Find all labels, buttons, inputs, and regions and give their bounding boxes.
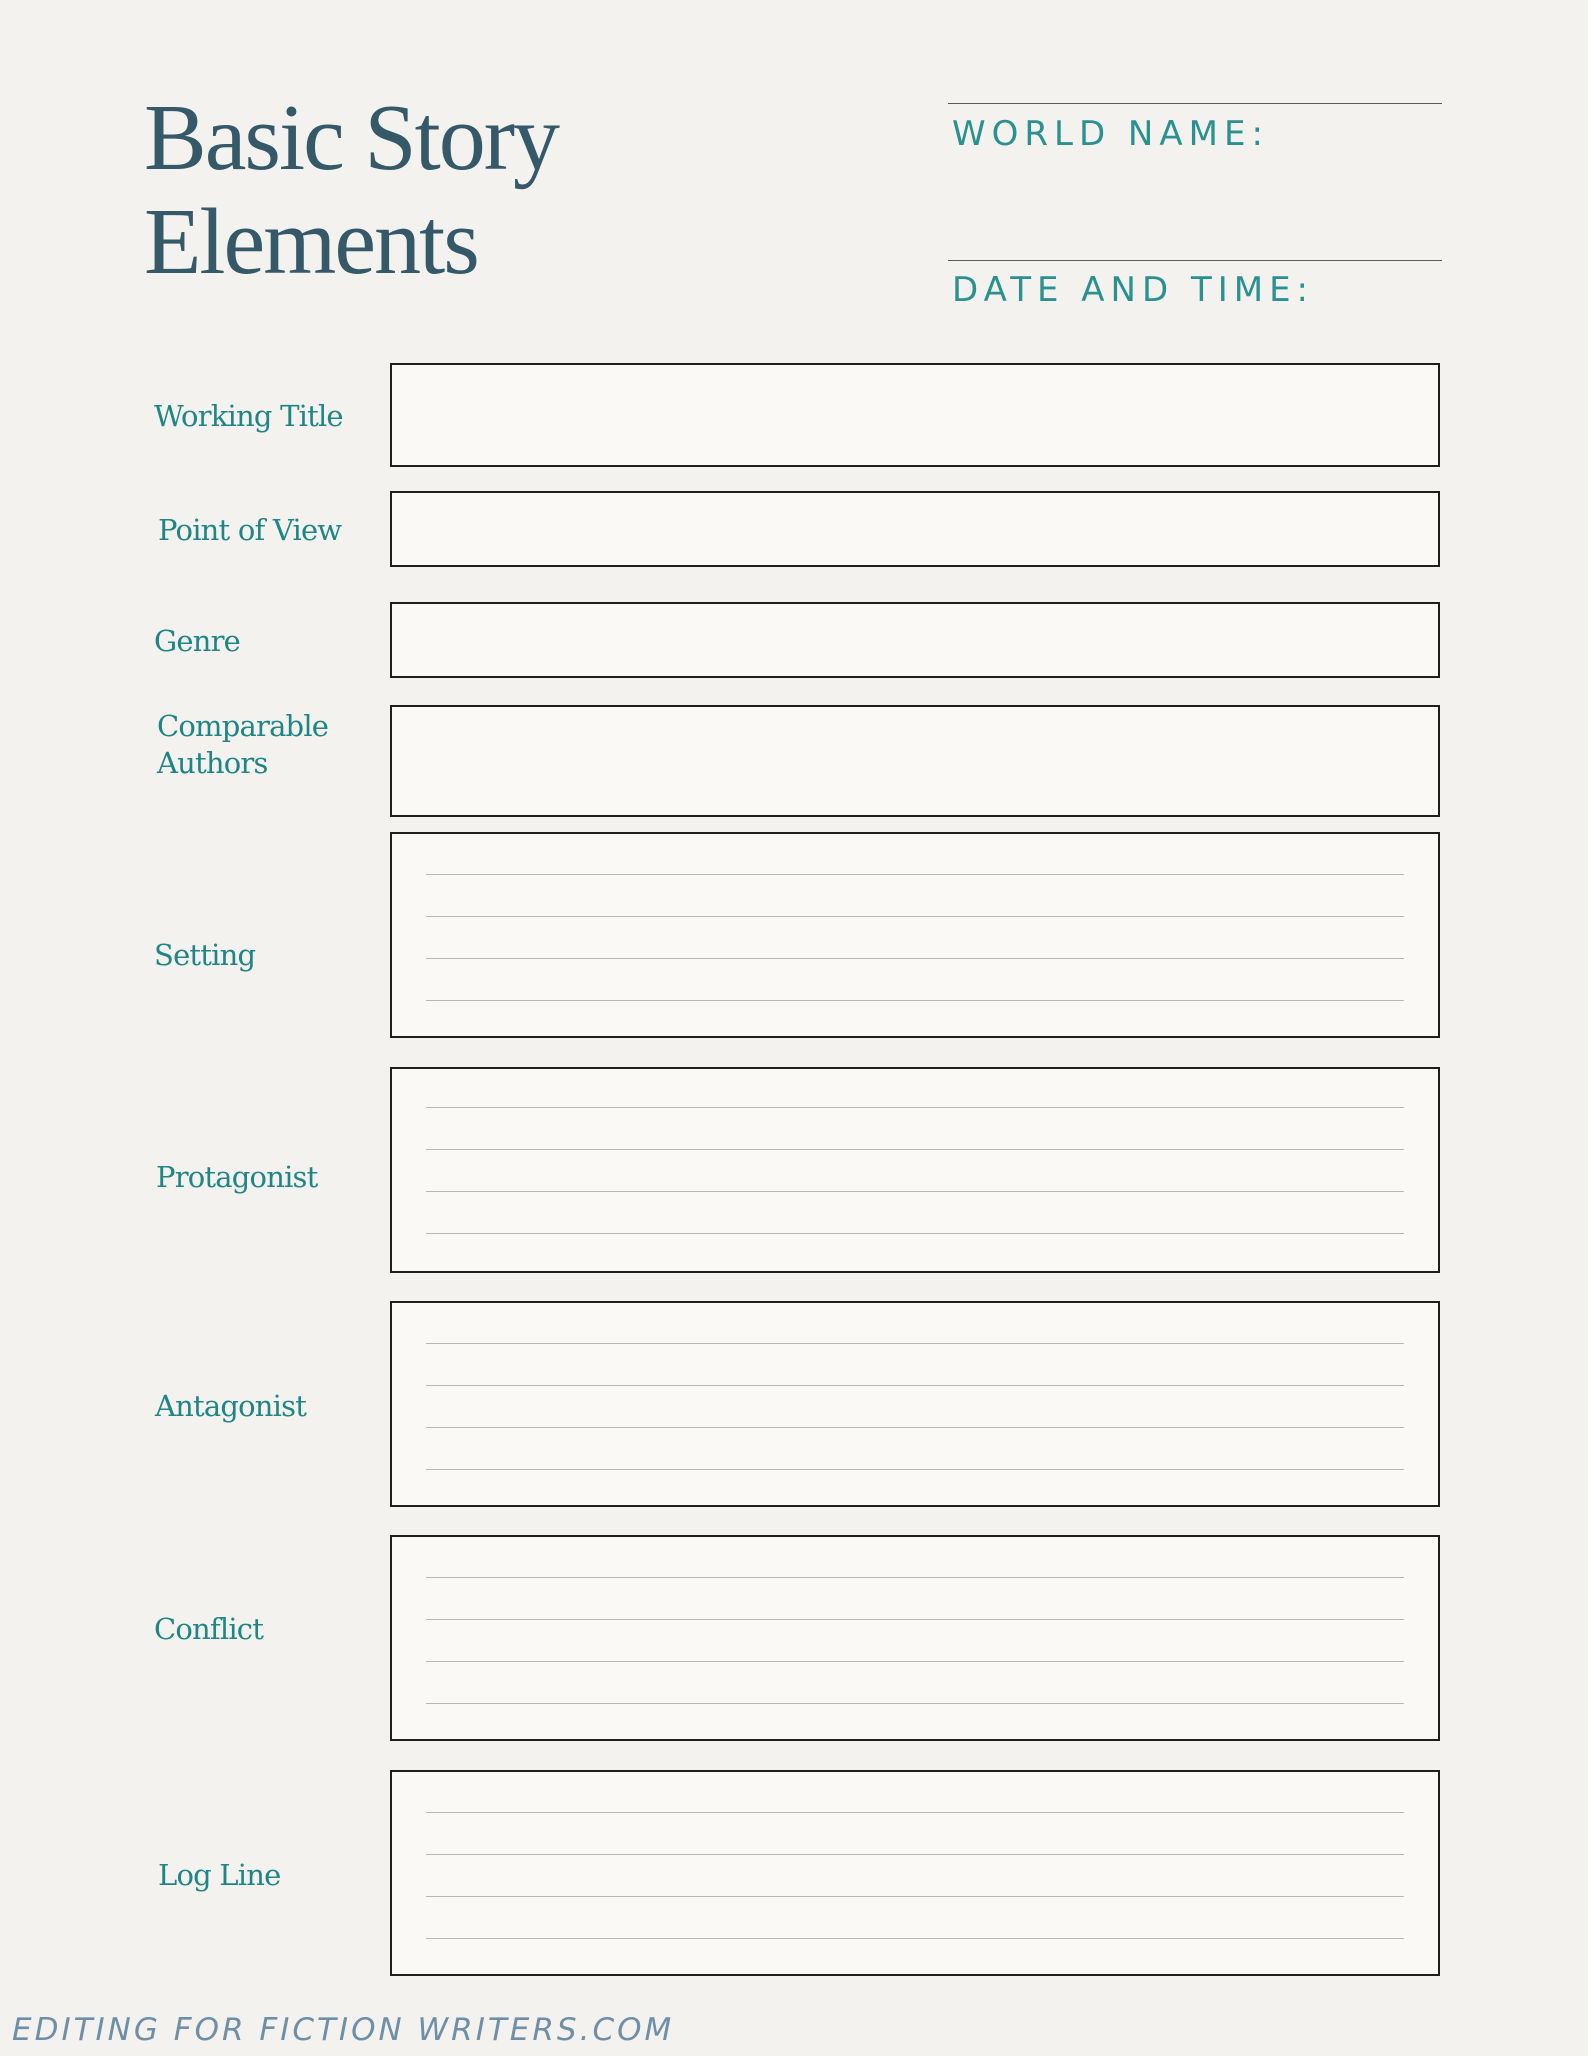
world-name-line xyxy=(948,103,1442,104)
comparable-authors-box[interactable] xyxy=(390,705,1440,817)
writing-line xyxy=(426,1619,1404,1620)
writing-line xyxy=(426,1896,1404,1897)
comparable-authors-label-line-2: Authors xyxy=(157,746,268,780)
conflict-box[interactable] xyxy=(390,1535,1440,1741)
page-title xyxy=(144,86,558,294)
date-time-label: DATE AND TIME: xyxy=(952,270,1315,310)
page-title-line-1: Basic Story xyxy=(144,86,559,190)
working-title-label: Working Title xyxy=(154,399,343,433)
point-of-view-box[interactable] xyxy=(390,491,1440,567)
comparable-authors-label xyxy=(157,708,377,782)
genre-label: Genre xyxy=(154,624,241,658)
footer-website: EDITING FOR FICTION WRITERS.COM xyxy=(12,2012,675,2048)
date-time-line xyxy=(948,260,1442,261)
writing-line xyxy=(426,1385,1404,1386)
writing-line xyxy=(426,874,1404,875)
writing-line xyxy=(426,1000,1404,1001)
antagonist-label: Antagonist xyxy=(155,1389,307,1423)
writing-line xyxy=(426,1854,1404,1855)
setting-label: Setting xyxy=(154,938,256,972)
writing-line xyxy=(426,1191,1404,1192)
writing-line xyxy=(426,916,1404,917)
setting-box[interactable] xyxy=(390,832,1440,1038)
writing-line xyxy=(426,1149,1404,1150)
working-title-box[interactable] xyxy=(390,363,1440,467)
page-title-line-2: Elements xyxy=(144,190,478,294)
writing-line xyxy=(426,1107,1404,1108)
writing-line xyxy=(426,1233,1404,1234)
conflict-label: Conflict xyxy=(154,1612,264,1646)
writing-line xyxy=(426,1577,1404,1578)
writing-line xyxy=(426,1427,1404,1428)
point-of-view-label: Point of View xyxy=(158,513,342,547)
log-line-label: Log Line xyxy=(158,1858,281,1892)
log-line-box[interactable] xyxy=(390,1770,1440,1976)
writing-line xyxy=(426,1343,1404,1344)
writing-line xyxy=(426,1703,1404,1704)
writing-line xyxy=(426,958,1404,959)
protagonist-box[interactable] xyxy=(390,1067,1440,1273)
writing-line xyxy=(426,1812,1404,1813)
writing-line xyxy=(426,1661,1404,1662)
protagonist-label: Protagonist xyxy=(156,1160,318,1194)
writing-line xyxy=(426,1469,1404,1470)
genre-box[interactable] xyxy=(390,602,1440,678)
comparable-authors-label-line-1: Comparable xyxy=(157,709,329,743)
antagonist-box[interactable] xyxy=(390,1301,1440,1507)
writing-line xyxy=(426,1938,1404,1939)
world-name-label: WORLD NAME: xyxy=(952,114,1269,154)
